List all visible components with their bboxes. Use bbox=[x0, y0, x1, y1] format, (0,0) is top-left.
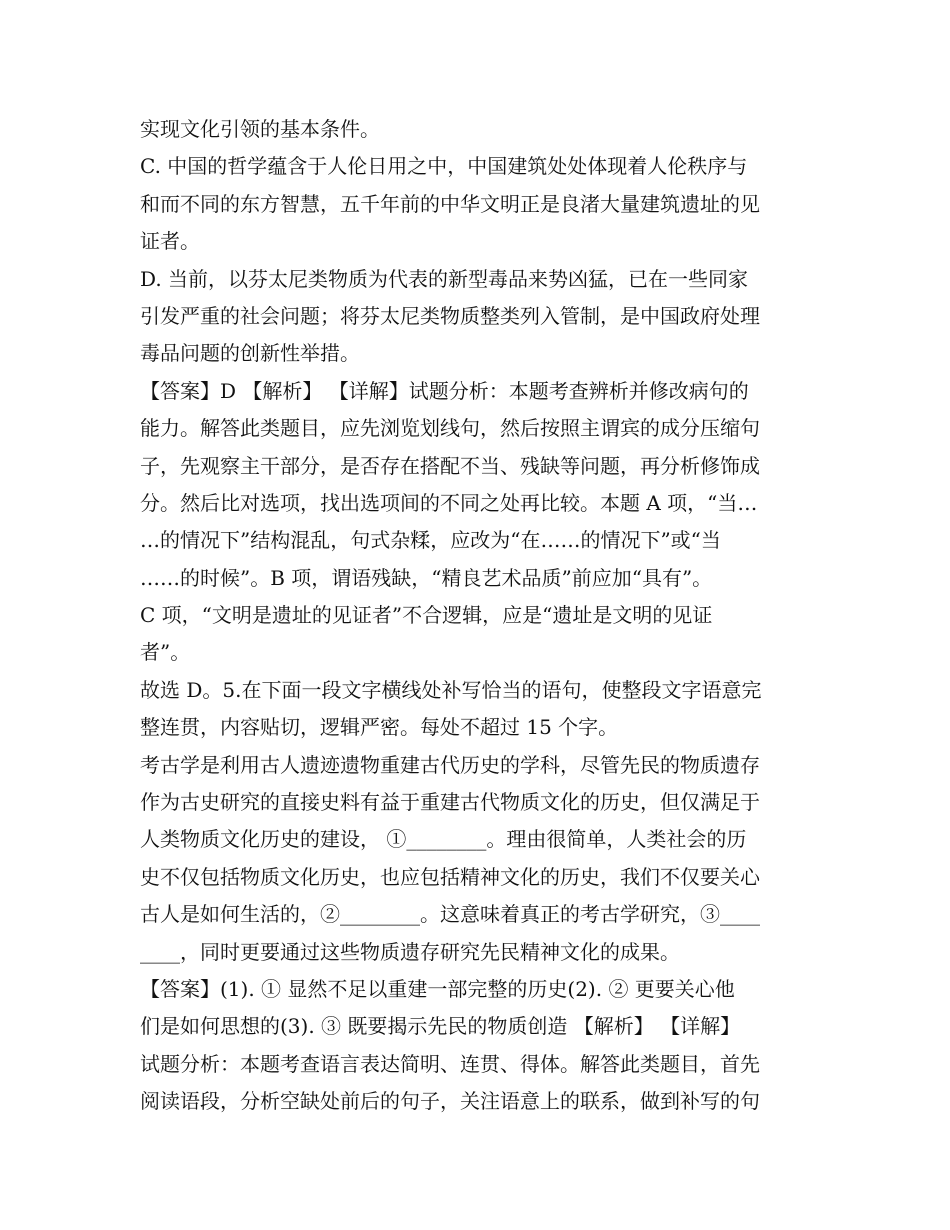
text-line: ……的时候”。B 项，谓语残缺，“精良艺术品质”前应加“具有”。 bbox=[140, 565, 713, 590]
text-line: 们是如何思想的(3). ③ 既要揭示先民的物质创造 【解析】 【详解】 bbox=[140, 1014, 741, 1039]
text-line: 人类物质文化历史的建设， ①________。理由很简单，人类社会的历 bbox=[140, 827, 747, 852]
text-line: C. 中国的哲学蕴含于人伦日用之中，中国建筑处处体现着人伦秩序与 bbox=[140, 154, 748, 179]
text-line: 史不仅包括物质文化历史，也应包括精神文化的历史，我们不仅要关心 bbox=[140, 864, 760, 889]
text-line: D. 当前，以芬太尼类物质为代表的新型毒品来势凶猛，已在一些同家 bbox=[140, 266, 749, 291]
text-line: …的情况下”结构混乱，句式杂糅，应改为“在……的情况下”或“当 bbox=[140, 528, 721, 553]
text-line: 古人是如何生活的，②________。这意味着真正的考古学研究，③____ bbox=[140, 902, 760, 927]
text-line: 故选 D。5.在下面一段文字横线处补写恰当的语句，使整段文字语意完 bbox=[140, 677, 762, 702]
text-line: 能力。解答此类题目，应先浏览划线句，然后按照主谓宾的成分压缩句 bbox=[140, 416, 760, 441]
text-line: 子，先观察主干部分，是否存在搭配不当、残缺等问题，再分析修饰成 bbox=[140, 453, 760, 478]
document-body bbox=[140, 111, 840, 1121]
text-line: 考古学是利用古人遗迹遗物重建古代历史的学科，尽管先民的物质遗存 bbox=[140, 752, 760, 777]
text-line: 【答案】D 【解析】 【详解】试题分析：本题考查辨析并修改病句的 bbox=[140, 378, 749, 403]
text-line: 毒品问题的创新性举措。 bbox=[140, 341, 360, 366]
text-line: 阅读语段，分析空缺处前后的句子，关注语意上的联系，做到补写的句 bbox=[140, 1089, 760, 1114]
text-line: 作为古史研究的直接史料有益于重建古代物质文化的历史，但仅满足于 bbox=[140, 790, 760, 815]
text-line: 者”。 bbox=[140, 640, 191, 665]
text-line: 试题分析：本题考查语言表达简明、连贯、得体。解答此类题目，首先 bbox=[140, 1051, 760, 1076]
text-line: 整连贯，内容贴切，逻辑严密。每处不超过 15 个字。 bbox=[140, 715, 619, 740]
text-line: 和而不同的东方智慧，五千年前的中华文明正是良渚大量建筑遗址的见 bbox=[140, 191, 760, 216]
text-line: 分。然后比对选项，找出选项间的不同之处再比较。本题 A 项，“当… bbox=[140, 490, 758, 515]
text-line: C 项，“文明是遗址的见证者”不合逻辑，应是“遗址是文明的见证 bbox=[140, 603, 713, 628]
text-line: 引发严重的社会问题；将芬太尼类物质整类列入管制，是中国政府处理 bbox=[140, 303, 760, 328]
text-line: ____，同时更要通过这些物质遗存研究先民精神文化的成果。 bbox=[140, 939, 680, 964]
text-line: 证者。 bbox=[140, 229, 200, 254]
text-line: 【答案】(1). ① 显然不足以重建一部完整的历史(2). ② 更要关心他 bbox=[140, 976, 735, 1001]
text-line: 实现文化引领的基本条件。 bbox=[140, 117, 380, 141]
